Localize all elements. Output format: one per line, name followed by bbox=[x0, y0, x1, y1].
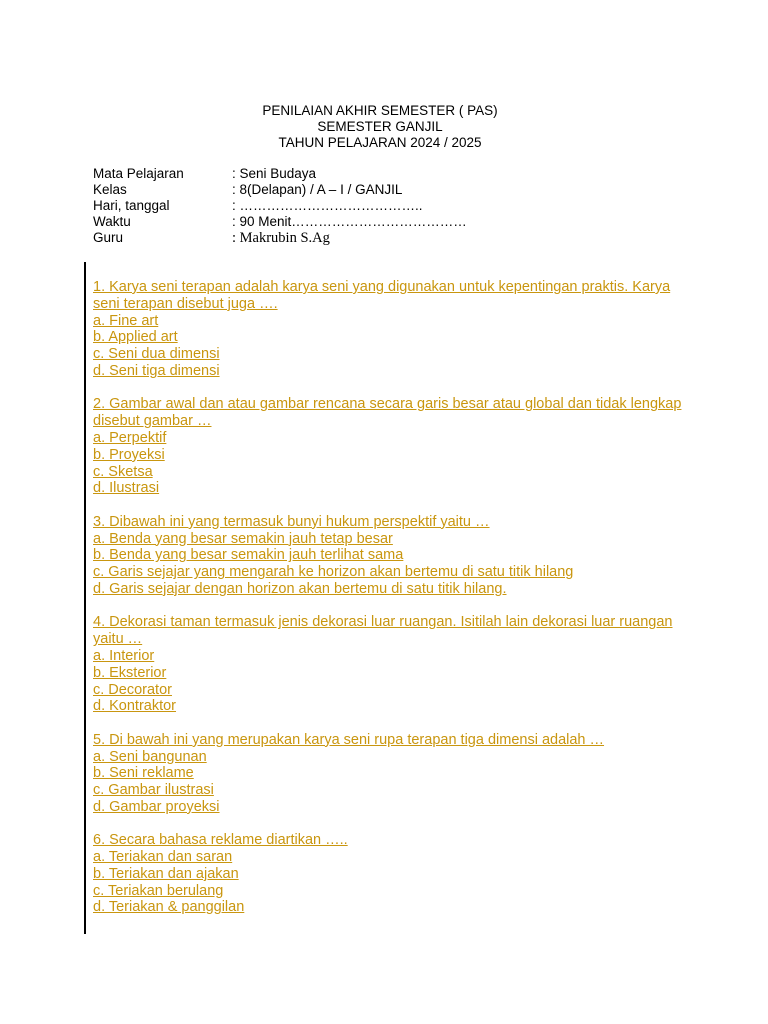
answer-option-b: b. Seni reklame bbox=[93, 765, 194, 782]
info-row-class bbox=[93, 182, 467, 198]
answer-option-c: c. Seni dua dimensi bbox=[93, 346, 220, 363]
info-value: : 8(Delapan) / A – I / GANJIL bbox=[232, 182, 403, 197]
answer-option-c: c. Teriakan berulang bbox=[93, 882, 224, 899]
question-text: 3. Dibawah ini yang termasuk bunyi hukum perspektif yaitu … bbox=[93, 513, 490, 530]
answer-option-a: a. Benda yang besar semakin jauh tetap besar bbox=[93, 530, 393, 547]
answer-option-a: a. Fine art bbox=[93, 312, 159, 329]
question-2 bbox=[93, 396, 683, 497]
question-4 bbox=[93, 614, 683, 715]
answer-option-d: d. Kontraktor bbox=[93, 698, 177, 715]
info-label: Mata Pelajaran bbox=[93, 166, 184, 181]
answer-option-b: b. Benda yang besar semakin jauh terlihat sama bbox=[93, 547, 404, 564]
info-label: Hari, tanggal bbox=[93, 198, 170, 213]
semester-label: SEMESTER GANJIL bbox=[317, 119, 443, 134]
answer-option-d: d. Garis sejajar dengan horizon akan bertemu di satu titik hilang. bbox=[93, 580, 507, 597]
info-value: : ………………………………….. bbox=[232, 198, 423, 213]
exam-header bbox=[0, 103, 760, 151]
info-value: : Makrubin S.Ag bbox=[232, 230, 330, 246]
info-value: : 90 Menit………………………………… bbox=[232, 214, 467, 229]
question-6 bbox=[93, 832, 683, 916]
info-row-date bbox=[93, 198, 467, 214]
exam-info-table bbox=[93, 166, 467, 246]
answer-option-a: a. Seni bangunan bbox=[93, 748, 207, 765]
answer-option-b: b. Applied art bbox=[93, 329, 178, 346]
answer-option-a: a. Interior bbox=[93, 647, 155, 664]
exam-title: PENILAIAN AKHIR SEMESTER ( PAS) bbox=[262, 103, 498, 118]
answer-option-a: a. Perpektif bbox=[93, 429, 167, 446]
answer-option-b: b. Proyeksi bbox=[93, 446, 165, 463]
question-text: 1. Karya seni terapan adalah karya seni yang digunakan untuk kepentingan praktis. Karya seni terapan disebut juga …. bbox=[93, 279, 671, 312]
answer-option-b: b. Teriakan dan ajakan bbox=[93, 865, 239, 882]
info-label: Guru bbox=[93, 230, 124, 245]
academic-year: TAHUN PELAJARAN 2024 / 2025 bbox=[278, 135, 482, 150]
answer-option-a: a. Teriakan dan saran bbox=[93, 849, 233, 866]
answer-option-c: c. Decorator bbox=[93, 681, 172, 698]
answer-option-c: c. Garis sejajar yang mengarah ke horizon akan bertemu di satu titik hilang bbox=[93, 564, 574, 581]
answer-option-d: d. Teriakan & panggilan bbox=[93, 899, 245, 916]
info-row-time bbox=[93, 214, 467, 230]
question-text: 6. Secara bahasa reklame diartikan ….. bbox=[93, 832, 348, 849]
info-label: Kelas bbox=[93, 182, 127, 197]
info-row-subject bbox=[93, 166, 467, 182]
answer-option-c: c. Gambar ilustrasi bbox=[93, 782, 214, 799]
info-label: Waktu bbox=[93, 214, 131, 229]
info-value: : Seni Budaya bbox=[232, 166, 317, 181]
margin-rule bbox=[84, 262, 86, 934]
answer-option-b: b. Eksterior bbox=[93, 664, 167, 681]
question-text: 2. Gambar awal dan atau gambar rencana secara garis besar atau global dan tidak lengkap disebut gambar … bbox=[93, 396, 682, 430]
question-1 bbox=[93, 279, 683, 380]
info-row-teacher bbox=[93, 230, 467, 246]
question-text: 4. Dekorasi taman termasuk jenis dekorasi luar ruangan. Isitilah lain dekorasi luar ruangan yaitu … bbox=[93, 614, 673, 648]
answer-option-c: c. Sketsa bbox=[93, 463, 153, 480]
question-5 bbox=[93, 732, 683, 816]
question-3 bbox=[93, 514, 683, 598]
question-list bbox=[93, 279, 683, 933]
answer-option-d: d. Gambar proyeksi bbox=[93, 798, 220, 815]
question-text: 5. Di bawah ini yang merupakan karya seni rupa terapan tiga dimensi adalah … bbox=[93, 731, 605, 748]
answer-option-d: d. Seni tiga dimensi bbox=[93, 362, 220, 379]
answer-option-d: d. Ilustrasi bbox=[93, 480, 160, 497]
